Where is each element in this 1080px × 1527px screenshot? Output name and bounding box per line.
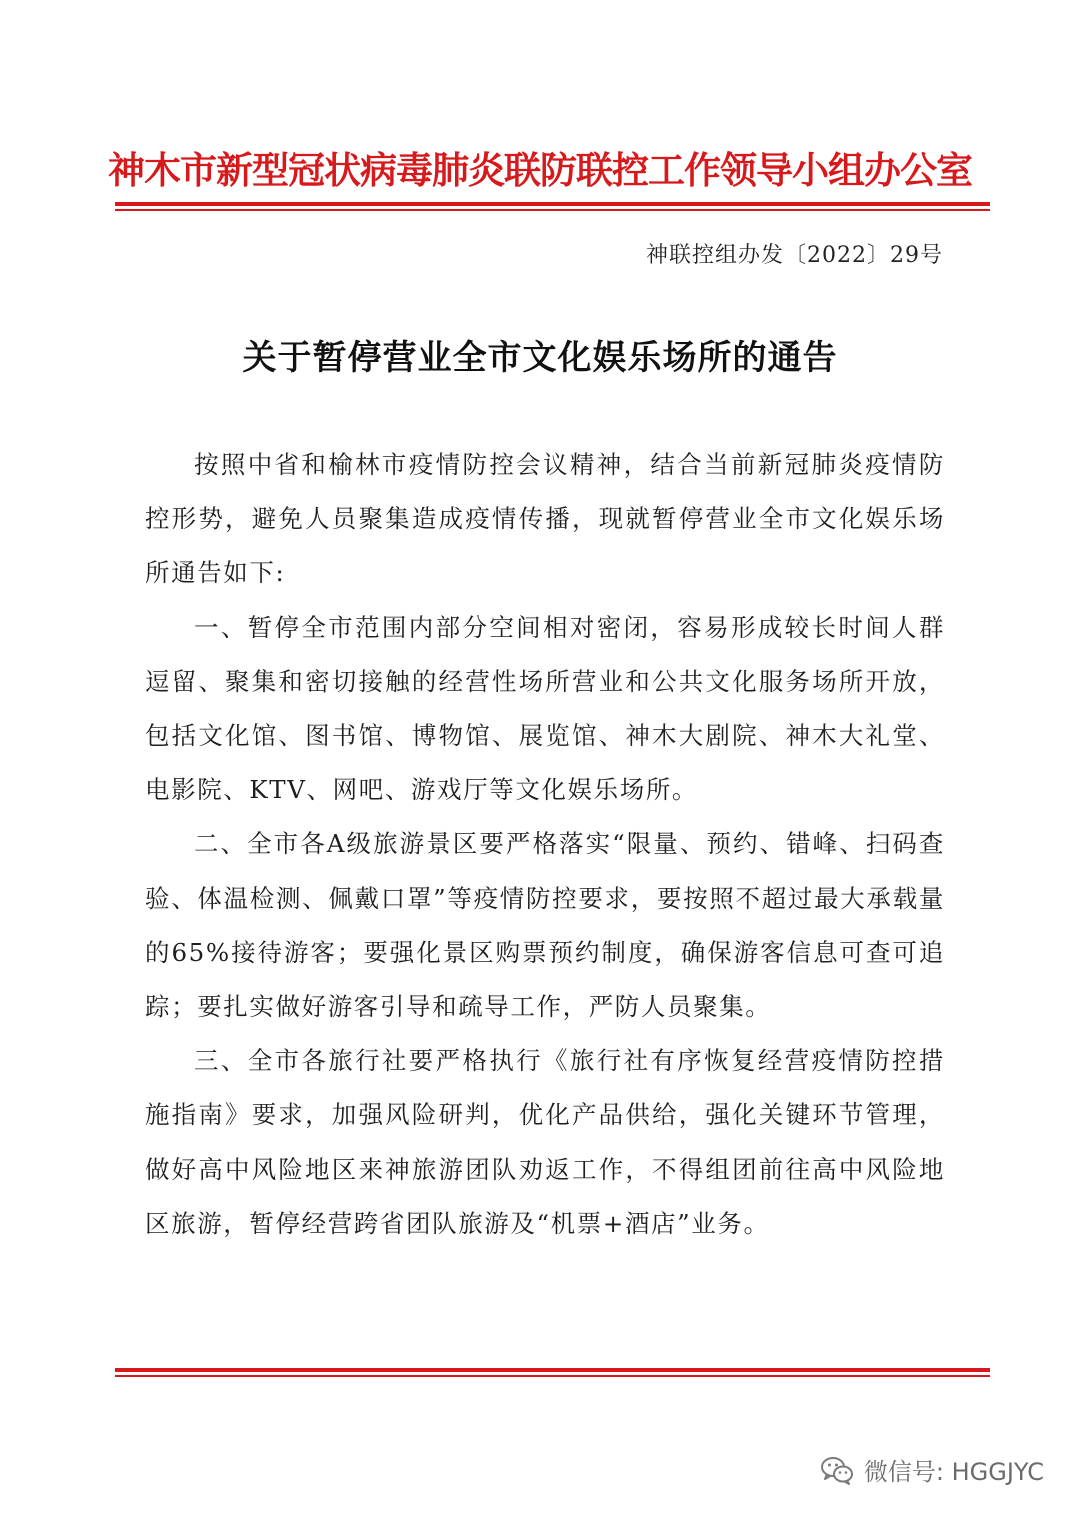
letterhead-org-name: 神木市新型冠状病毒肺炎联防联控工作领导小组办公室	[108, 149, 972, 192]
body-paragraph: 三、全市各旅行社要严格执行《旅行社有序恢复经营疫情防控措施指南》要求，加强风险研判，优化产品供给，强化关键环节管理，做好高中风险地区来神旅游团队劝返工作，不得组团前往高中风险地区旅游，暂停经营跨省团队旅游及“机票+酒店”业务。	[145, 1046, 945, 1238]
wechat-icon	[820, 1455, 854, 1485]
document-body	[145, 438, 945, 1251]
watermark-text: 微信号: HGGJYC	[863, 1458, 1044, 1486]
body-paragraph: 一、暂停全市范围内部分空间相对密闭，容易形成较长时间人群逗留、聚集和密切接触的经营性场所营业和公共文化服务场所开放，包括文化馆、图书馆、博物馆、展览馆、神木大剧院、神木大礼堂、电影院、KTV、网吧、游戏厅等文化娱乐场所。	[145, 612, 945, 805]
letterhead-red-rule	[115, 202, 990, 211]
document-number: 神联控组办发〔2022〕29号	[646, 243, 943, 268]
wechat-watermark	[820, 1452, 1044, 1487]
document-title: 关于暂停营业全市文化娱乐场所的通告	[242, 338, 838, 378]
body-paragraph: 二、全市各A级旅游景区要严格落实“限量、预约、错峰、扫码查验、体温检测、佩戴口罩”等疫情防控要求，要按照不超过最大承载量的65%接待游客；要强化景区购票预约制度，确保游客信息可查可追踪；要扎实做好游客引导和疏导工作，严防人员聚集。	[145, 829, 945, 1022]
body-paragraph: 按照中省和榆林市疫情防控会议精神，结合当前新冠肺炎疫情防控形势，避免人员聚集造成疫情传播，现就暂停营业全市文化娱乐场所通告如下:	[145, 450, 945, 588]
footer-red-rule	[115, 1368, 990, 1377]
